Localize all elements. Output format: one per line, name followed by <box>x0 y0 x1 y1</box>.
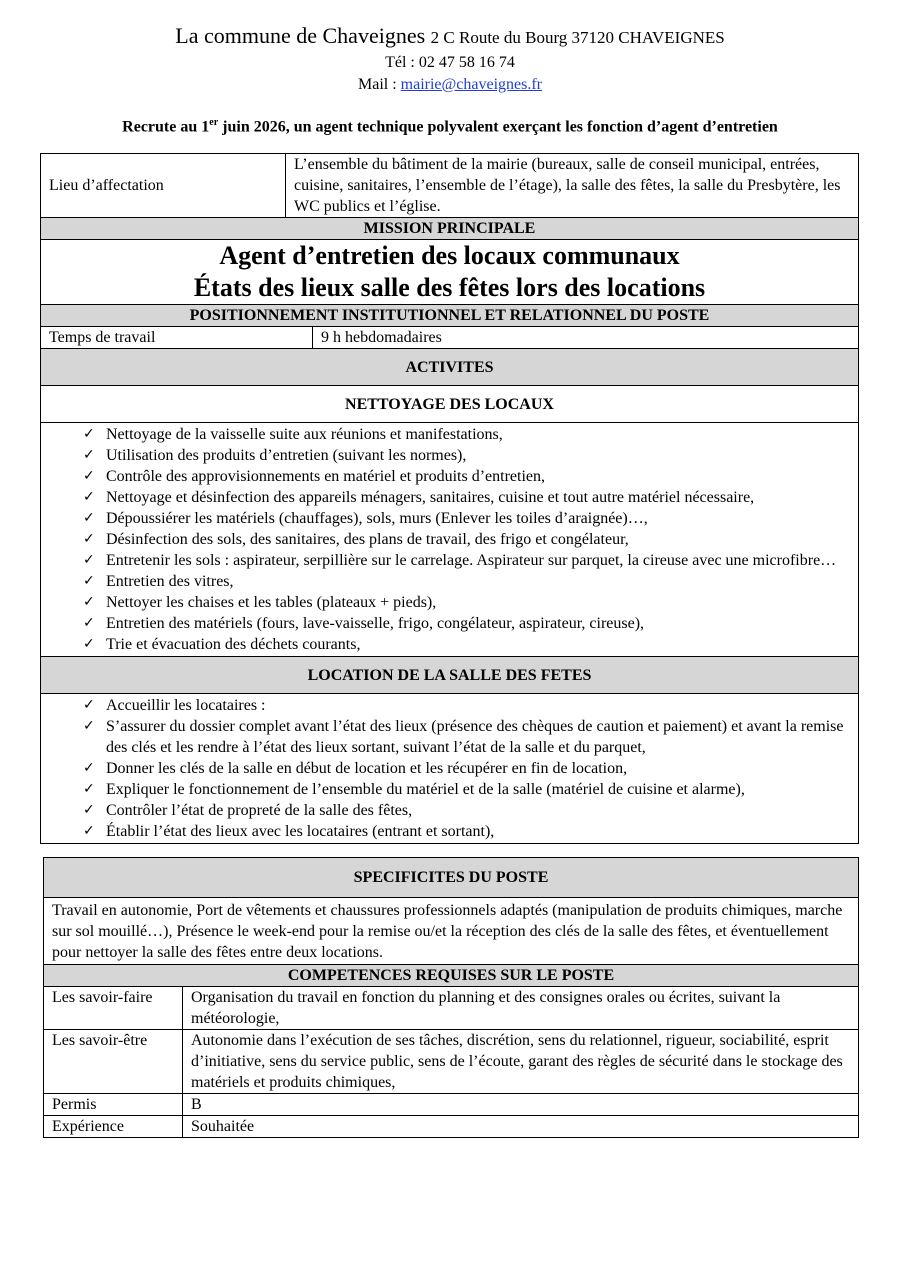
table-row <box>41 423 859 657</box>
permis-value: B <box>183 1094 859 1116</box>
headline-after: juin 2026, un agent technique polyvalent exerçant les fonction d’agent d’entretien <box>218 118 778 136</box>
table-row <box>44 898 859 965</box>
mission-header: MISSION PRINCIPALE <box>41 218 859 240</box>
savoir-etre-value: Autonomie dans l’exécution de ses tâches, discrétion, sens du relationnel, rigueur, sociabilité, esprit d’initiative, sens du service public, sens de l’écoute, garant des règles de sécurité dans le stockage des matériels et produits chimiques, <box>183 1030 859 1094</box>
mail-label: Mail : <box>357 76 397 93</box>
specificites-header: SPECIFICITES DU POSTE <box>44 858 859 898</box>
experience-label: Expérience <box>44 1116 183 1138</box>
list-item: ✓ Contrôle des approvisionnements en matériel et produits d’entretien, <box>49 466 850 487</box>
job-headline <box>0 112 900 138</box>
commune-name: La commune de Chaveignes <box>175 23 426 48</box>
list-item: ✓ Accueillir les locataires : <box>49 695 850 716</box>
nettoyage-header: NETTOYAGE DES LOCAUX <box>41 386 859 423</box>
list-item: ✓ Entretien des matériels (fours, lave-vaisselle, frigo, congélateur, aspirateur, cireuse), <box>49 613 850 634</box>
table-row <box>44 965 859 987</box>
location-list <box>49 695 850 842</box>
competences-header: COMPETENCES REQUISES SUR LE POSTE <box>44 965 859 987</box>
table-row <box>44 1116 859 1138</box>
specificites-text: Travail en autonomie, Port de vêtements et chaussures professionnels adaptés (manipulation de produits chimiques, marche sur sol mouillé…), Présence le week-end pour la remise ou/et la réception des clés de la salle des fêtes, et éventuellement pour nettoyer la salle des fêtes entre deux locations. <box>44 898 859 965</box>
headline-sup: er <box>209 117 219 128</box>
affectation-label: Lieu d’affectation <box>41 154 286 218</box>
table-row <box>41 327 859 349</box>
headline-before: Recrute au 1 <box>122 118 210 136</box>
mission-title <box>41 240 859 305</box>
table-row <box>41 218 859 240</box>
list-item: ✓ Désinfection des sols, des sanitaires, des plans de travail, des frigo et congélateur, <box>49 529 850 550</box>
specificites-table <box>43 857 859 1138</box>
list-item: ✓ Entretenir les sols : aspirateur, serpillière sur le carrelage. Aspirateur sur parquet, la cireuse avec une microfibre… <box>49 550 850 571</box>
table-row <box>41 349 859 386</box>
list-item: ✓ Dépoussiérer les matériels (chauffages), sols, murs (Enlever les toiles d’araignée)…, <box>49 508 850 529</box>
nettoyage-cell <box>41 423 859 657</box>
permis-label: Permis <box>44 1094 183 1116</box>
savoir-faire-value: Organisation du travail en fonction du planning et des consignes orales ou écrites, suivant la météorologie, <box>183 987 859 1030</box>
positionnement-header: POSITIONNEMENT INSTITUTIONNEL ET RELATIONNEL DU POSTE <box>41 305 859 327</box>
job-description-table <box>40 153 859 844</box>
table-row <box>44 1030 859 1094</box>
mail-link[interactable]: mairie@chaveignes.fr <box>400 76 542 93</box>
table-row <box>41 657 859 694</box>
location-header: LOCATION DE LA SALLE DES FETES <box>41 657 859 694</box>
location-cell <box>41 694 859 844</box>
table-row <box>44 1094 859 1116</box>
commune-mail-line <box>0 74 900 96</box>
table-row <box>41 305 859 327</box>
table-row <box>44 987 859 1030</box>
table-row <box>41 694 859 844</box>
list-item: ✓ Établir l’état des lieux avec les locataires (entrant et sortant), <box>49 821 850 842</box>
savoir-etre-label: Les savoir-être <box>44 1030 183 1094</box>
list-item: ✓ S’assurer du dossier complet avant l’état des lieux (présence des chèques de caution et paiement) et avant la remise des clés et les rendre à l’état des lieux sortant, suivant l’état de la salle et du parquet, <box>49 716 850 758</box>
list-item: ✓ Nettoyer les chaises et les tables (plateaux + pieds), <box>49 592 850 613</box>
list-item: ✓ Utilisation des produits d’entretien (suivant les normes), <box>49 445 850 466</box>
list-item: ✓ Entretien des vitres, <box>49 571 850 592</box>
table-row <box>41 154 859 218</box>
commune-phone: Tél : 02 47 58 16 74 <box>385 54 515 71</box>
letterhead <box>0 22 900 96</box>
list-item: ✓ Trie et évacuation des déchets courants, <box>49 634 850 655</box>
mission-line-1: Agent d’entretien des locaux communaux <box>219 241 680 270</box>
commune-line <box>0 22 900 52</box>
list-item: ✓ Nettoyage de la vaisselle suite aux réunions et manifestations, <box>49 424 850 445</box>
savoir-faire-label: Les savoir-faire <box>44 987 183 1030</box>
affectation-value: L’ensemble du bâtiment de la mairie (bureaux, salle de conseil municipal, entrées, cuisine, sanitaires, l’ensemble de l’étage), la salle des fêtes, la salle du Presbytère, les WC publics et l’église. <box>286 154 859 218</box>
temps-travail-label: Temps de travail <box>41 327 313 349</box>
list-item: ✓ Donner les clés de la salle en début de location et les récupérer en fin de location, <box>49 758 850 779</box>
nettoyage-list <box>49 424 850 655</box>
list-item: ✓ Nettoyage et désinfection des appareils ménagers, sanitaires, cuisine et tout autre matériel nécessaire, <box>49 487 850 508</box>
table-row <box>44 858 859 898</box>
experience-value: Souhaitée <box>183 1116 859 1138</box>
list-item: ✓ Contrôler l’état de propreté de la salle des fêtes, <box>49 800 850 821</box>
list-item: ✓ Expliquer le fonctionnement de l’ensemble du matériel et de la salle (matériel de cuisine et alarme), <box>49 779 850 800</box>
table-row <box>41 386 859 423</box>
activites-header: ACTIVITES <box>41 349 859 386</box>
table-row <box>41 240 859 305</box>
temps-travail-value: 9 h hebdomadaires <box>313 327 859 349</box>
mission-line-2: États des lieux salle des fêtes lors des locations <box>193 273 706 302</box>
commune-address: 2 C Route du Bourg 37120 CHAVEIGNES <box>430 28 725 47</box>
